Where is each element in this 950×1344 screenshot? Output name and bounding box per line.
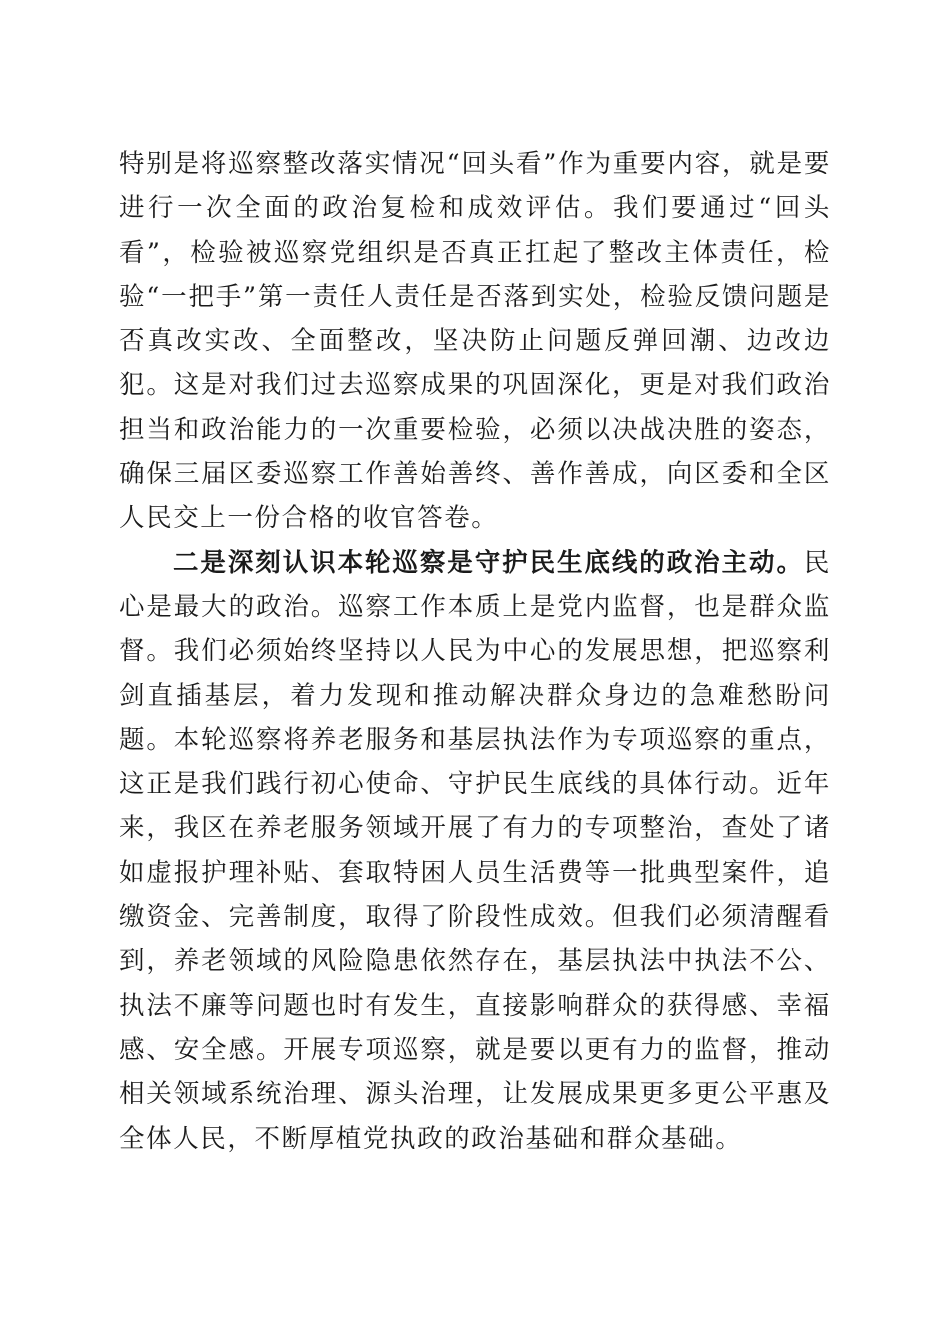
paragraph-continuation: [119, 142, 831, 541]
paragraph-2-lead-sentence: 二是深刻认识本轮巡察是守护民生底线的政治主动。: [173, 547, 804, 578]
paragraph-point-two: [119, 541, 831, 1161]
document-page: [119, 142, 831, 1161]
paragraph-2-text: 民心是最大的政治。巡察工作本质上是党内监督，也是群众监督。我们必须始终坚持以人民为中心的发展思想，把巡察利剑直插基层，着力发现和推动解决群众身边的急难愁盼问题。本轮巡察将养老服务和基层执法作为专项巡察的重点，这正是我们践行初心使命、守护民生底线的具体行动。近年来，我区在养老服务领域开展了有力的专项整治，查处了诸如虚报护理补贴、套取特困人员生活费等一批典型案件，追缴资金、完善制度，取得了阶段性成效。但我们必须清醒看到，养老领域的风险隐患依然存在，基层执法中执法不公、执法不廉等问题也时有发生，直接影响群众的获得感、幸福感、安全感。开展专项巡察，就是要以更有力的监督，推动相关领域系统治理、源头治理，让发展成果更多更公平惠及全体人民，不断厚植党执政的政治基础和群众基础。: [119, 547, 831, 1154]
paragraph-1-text: 特别是将巡察整改落实情况“回头看”作为重要内容，就是要进行一次全面的政治复检和成效评估。我们要通过“回头看”，检验被巡察党组织是否真正扛起了整改主体责任，检验“一把手”第一责任人责任是否落到实处，检验反馈问题是否真改实改、全面整改，坚决防止问题反弹回潮、边改边犯。这是对我们过去巡察成果的巩固深化，更是对我们政治担当和政治能力的一次重要检验，必须以决战决胜的姿态，确保三届区委巡察工作善始善终、善作善成，向区委和全区人民交上一份合格的收官答卷。: [119, 149, 831, 534]
